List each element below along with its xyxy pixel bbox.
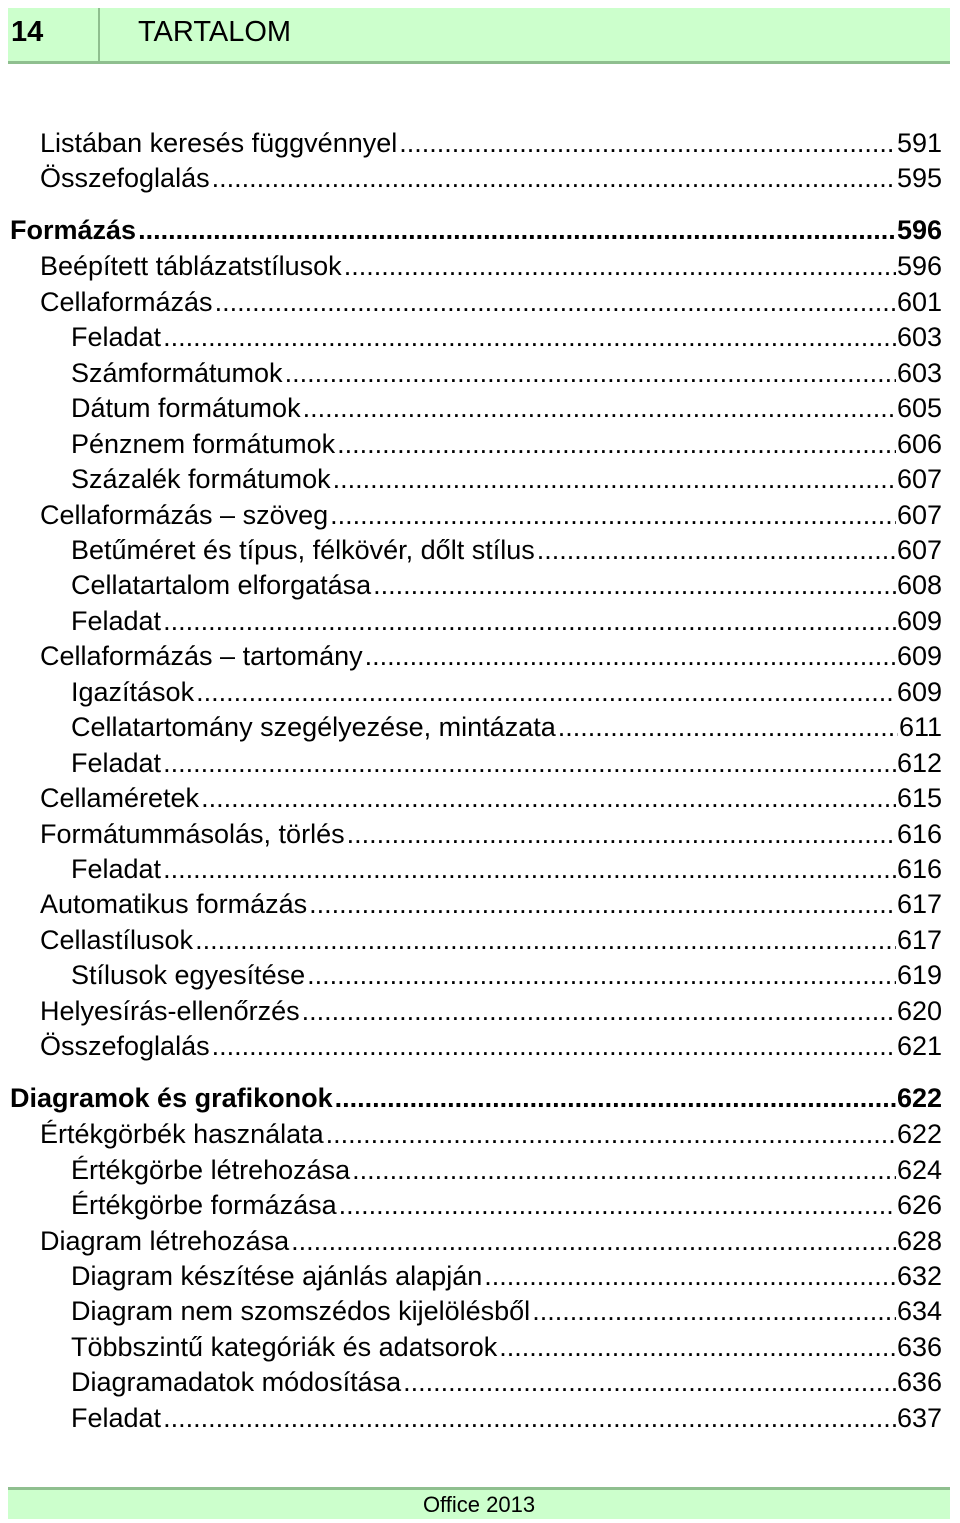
toc-entry[interactable] <box>71 852 942 887</box>
dot-leader <box>344 249 896 284</box>
toc-entry-page-number: 607 <box>896 464 942 495</box>
toc-entry-label: Százalék formátumok <box>71 464 331 495</box>
toc-entry-page-number: 634 <box>896 1296 942 1327</box>
dot-leader <box>291 1224 896 1259</box>
toc-chapter-entry[interactable] <box>10 213 942 248</box>
toc-entry-page-number: 616 <box>896 818 942 849</box>
toc-entry[interactable] <box>71 568 942 603</box>
toc-entry[interactable] <box>71 710 942 745</box>
toc-entry-page-number: 622 <box>896 1082 942 1113</box>
toc-entry-label: Többszintű kategóriák és adatsorok <box>71 1331 498 1362</box>
toc-entry-page-number: 595 <box>896 163 942 194</box>
toc-entry[interactable] <box>71 1259 942 1294</box>
dot-leader <box>196 675 896 710</box>
toc-entry[interactable] <box>40 285 942 320</box>
toc-entry-label: Összefoglalás <box>40 1031 210 1062</box>
dot-leader <box>537 533 896 568</box>
toc-entry-page-number: 591 <box>896 128 942 158</box>
toc-entry[interactable] <box>40 994 942 1029</box>
toc-entry-page-number: 636 <box>896 1331 942 1362</box>
dot-leader <box>215 285 896 320</box>
dot-leader <box>403 1365 896 1400</box>
toc-entry[interactable] <box>71 675 942 710</box>
toc-entry-page-number: 619 <box>896 960 942 991</box>
dot-leader <box>302 994 896 1029</box>
toc-entry[interactable] <box>40 249 942 284</box>
dot-leader <box>352 1153 896 1188</box>
toc-entry-page-number: 611 <box>898 712 942 743</box>
toc-entry[interactable] <box>71 1330 942 1365</box>
toc-entry-label: Számformátumok <box>71 357 283 388</box>
dot-leader <box>499 1330 896 1365</box>
toc-entry-label: Cellaformázás – szöveg <box>40 499 329 530</box>
toc-entry-page-number: 616 <box>896 854 942 884</box>
toc-entry[interactable] <box>40 1117 942 1152</box>
toc-entry[interactable] <box>40 126 942 161</box>
toc-entry-page-number: 609 <box>896 676 942 707</box>
dot-leader <box>163 746 896 781</box>
dot-leader <box>333 462 896 497</box>
toc-entry-label: Automatikus formázás <box>40 889 308 920</box>
toc-entry-page-number: 621 <box>896 1031 942 1062</box>
toc-entry-label: Beépített táblázatstílusok <box>40 251 342 282</box>
dot-leader <box>307 958 896 993</box>
page-title: TARTALOM <box>138 16 292 48</box>
dot-leader <box>201 781 896 816</box>
page-number: 14 <box>8 8 100 61</box>
toc-entry-label: Diagramok és grafikonok <box>10 1082 333 1113</box>
toc-entry-label: Diagram készítése ajánlás alapján <box>71 1260 483 1291</box>
toc-entry-page-number: 603 <box>896 357 942 388</box>
dot-leader <box>373 568 896 603</box>
toc-entry[interactable] <box>71 533 942 568</box>
toc-entry-label: Cellaformázás – tartomány <box>40 641 363 672</box>
toc-entry[interactable] <box>40 498 942 533</box>
dot-leader <box>212 161 896 196</box>
dot-leader <box>195 923 896 958</box>
page-footer: Office 2013 <box>8 1487 950 1519</box>
toc-chapter-entry[interactable] <box>10 1081 942 1116</box>
toc-entry-page-number: 605 <box>896 393 942 424</box>
toc-entry[interactable] <box>71 958 942 993</box>
toc-entry-label: Formátummásolás, törlés <box>40 818 345 849</box>
toc-entry-page-number: 596 <box>896 251 942 282</box>
toc-entry-label: Diagram nem szomszédos kijelölésből <box>71 1296 531 1327</box>
toc-entry-page-number: 607 <box>896 534 942 565</box>
toc-entry-page-number: 622 <box>896 1119 942 1150</box>
dot-leader <box>558 710 898 745</box>
toc-entry-label: Listában keresés függvénnyel <box>40 128 398 158</box>
toc-entry-page-number: 628 <box>896 1225 942 1256</box>
toc-entry-page-number: 603 <box>896 322 942 353</box>
dot-leader <box>163 1401 896 1436</box>
toc-entry[interactable] <box>71 356 942 391</box>
toc-entry-label: Feladat <box>71 747 162 778</box>
toc-entry-label: Stílusok egyesítése <box>71 960 306 991</box>
toc-entry-label: Cellaformázás <box>40 286 213 317</box>
toc-entry[interactable] <box>71 462 942 497</box>
dot-leader <box>309 887 896 922</box>
toc-entry[interactable] <box>71 1153 942 1188</box>
toc-entry-label: Igazítások <box>71 676 195 707</box>
dot-leader <box>163 852 896 887</box>
toc-entry-label: Feladat <box>71 854 162 884</box>
toc-entry[interactable] <box>71 604 942 639</box>
toc-entry-page-number: 612 <box>896 747 942 778</box>
toc-entry[interactable] <box>40 1224 942 1259</box>
dot-leader <box>365 639 896 674</box>
toc-entry-page-number: 637 <box>896 1402 942 1433</box>
toc-entry-page-number: 636 <box>896 1367 942 1398</box>
toc-entry-label: Feladat <box>71 322 162 353</box>
toc-entry-page-number: 620 <box>896 995 942 1026</box>
toc-entry-label: Cellatartomány szegélyezése, mintázata <box>71 712 556 743</box>
toc-entry[interactable] <box>40 817 942 852</box>
toc-entry-label: Dátum formátumok <box>71 393 301 424</box>
toc-entry[interactable] <box>40 1029 942 1064</box>
toc-entry[interactable] <box>71 320 942 355</box>
toc-entry-page-number: 596 <box>896 214 942 245</box>
toc-entry-label: Értékgörbe formázása <box>71 1190 337 1221</box>
toc-entry-page-number: 606 <box>896 428 942 459</box>
toc-entry-page-number: 608 <box>896 570 942 601</box>
toc-entry-label: Cellaméretek <box>40 783 200 814</box>
dot-leader <box>163 604 896 639</box>
toc-entry-page-number: 624 <box>896 1154 942 1185</box>
toc-entry-page-number: 617 <box>896 924 942 955</box>
toc-entry[interactable] <box>71 427 942 462</box>
dot-leader <box>335 1081 896 1116</box>
toc-entry-label: Értékgörbe létrehozása <box>71 1154 351 1185</box>
toc-entry-page-number: 601 <box>896 286 942 317</box>
toc-entry-label: Pénznem formátumok <box>71 428 336 459</box>
toc-entry-label: Formázás <box>10 214 137 245</box>
toc-entry-page-number: 609 <box>896 641 942 672</box>
toc-entry-label: Helyesírás-ellenőrzés <box>40 995 300 1026</box>
dot-leader <box>532 1294 896 1329</box>
toc-entry[interactable] <box>71 391 942 426</box>
toc-entry-label: Diagram létrehozása <box>40 1225 290 1256</box>
toc-entry-page-number: 607 <box>896 499 942 530</box>
dot-leader <box>330 498 896 533</box>
toc-entry[interactable] <box>40 639 942 674</box>
dot-leader <box>347 817 896 852</box>
toc-entry-label: Feladat <box>71 1402 162 1433</box>
toc-entry-label: Diagramadatok módosítása <box>71 1367 402 1398</box>
toc-entry[interactable] <box>71 1365 942 1400</box>
dot-leader <box>339 1188 896 1223</box>
dot-leader <box>212 1029 896 1064</box>
dot-leader <box>337 427 896 462</box>
toc-entry[interactable] <box>40 923 942 958</box>
dot-leader <box>285 356 896 391</box>
toc-entry[interactable] <box>71 1188 942 1223</box>
toc-entry-label: Betűméret és típus, félkövér, dőlt stílus <box>71 534 535 565</box>
toc-entry-label: Feladat <box>71 605 162 636</box>
toc-entry[interactable] <box>71 1401 942 1436</box>
toc-entry[interactable] <box>40 887 942 922</box>
dot-leader <box>138 213 896 248</box>
toc-entry-page-number: 626 <box>896 1190 942 1221</box>
toc-entry-label: Összefoglalás <box>40 163 210 194</box>
toc-entry-page-number: 632 <box>896 1260 942 1291</box>
toc-entry[interactable] <box>71 746 942 781</box>
toc-entry[interactable] <box>71 1294 942 1329</box>
toc-entry[interactable] <box>40 161 942 196</box>
toc-entry-label: Cellatartalom elforgatása <box>71 570 372 601</box>
dot-leader <box>484 1259 896 1294</box>
toc-entry[interactable] <box>40 781 942 816</box>
dot-leader <box>399 126 896 161</box>
toc-entry-page-number: 615 <box>896 783 942 814</box>
dot-leader <box>326 1117 896 1152</box>
toc-entry-label: Értékgörbék használata <box>40 1119 324 1150</box>
dot-leader <box>303 391 896 426</box>
toc-entry-page-number: 609 <box>896 605 942 636</box>
dot-leader <box>163 320 896 355</box>
toc-entry-page-number: 617 <box>896 889 942 920</box>
toc-entry-label: Cellastílusok <box>40 924 194 955</box>
